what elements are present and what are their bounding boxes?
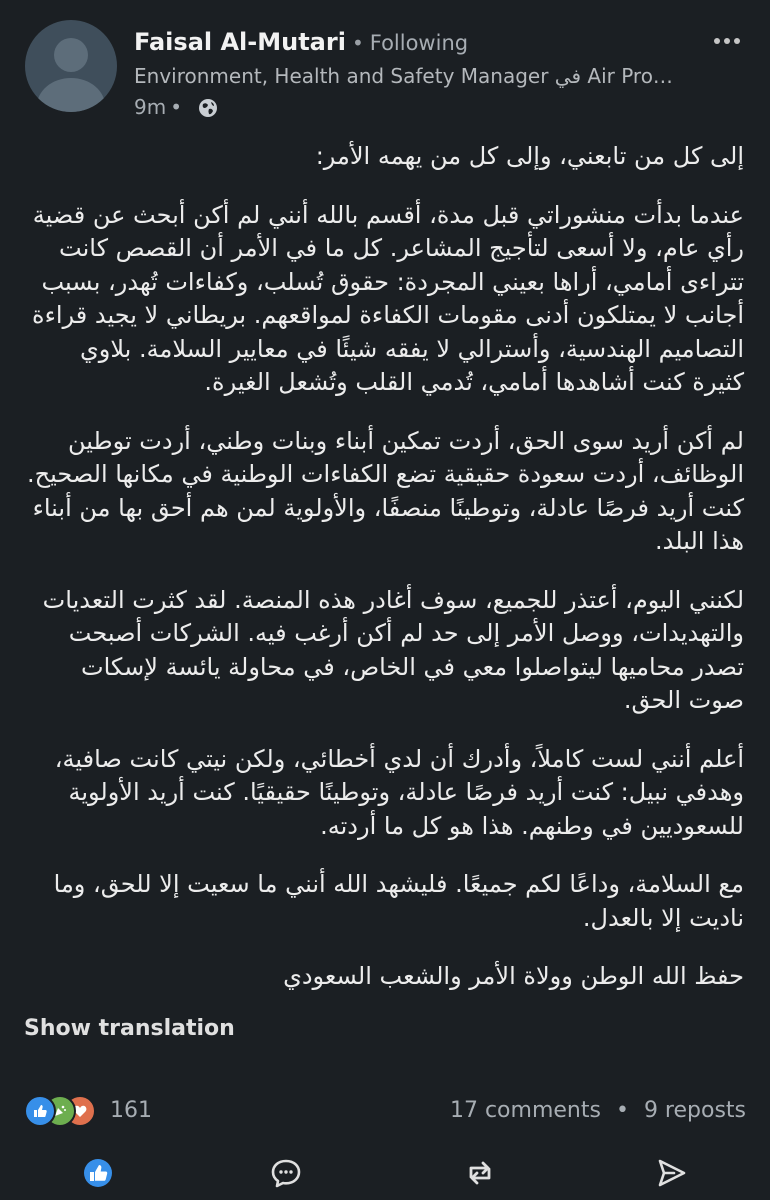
more-options-icon[interactable]: [712, 30, 748, 54]
post-meta: [134, 95, 218, 119]
avatar[interactable]: [25, 20, 117, 112]
author-name[interactable]: Faisal Al-Mutari: [134, 28, 346, 56]
globe-icon: [198, 98, 218, 118]
post-paragraph: عندما بدأت منشوراتي قبل مدة، أقسم بالله أنني لم أكن أبحث عن قضية رأي عام، ولا أسعى لتأجيج المشاعر. كل ما في الأمر أن القصص كانت تتراءى أمامي، أراها بعيني المجردة: حقوق تُسلب، وكفاءات تُهدر، بسبب أجانب لا يمتلكون أدنى مقومات الكفاءة لمواقعهم. بريطاني لا يجيد قراءة التصاميم الهندسية، وأسترالي لا يفقه شيئًا في معايير السلامة. بلاوي كثيرة كنت أشاهدها أمامي، تُدمي القلب وتُشعل الغيرة.: [32, 200, 744, 396]
like-button[interactable]: [80, 1155, 116, 1191]
post-paragraph: لكنني اليوم، أعتذر للجميع، سوف أغادر هذه المنصة. لقد كثرت التعديات والتهديدات، ووصل الأمر إلى حد لم أكن أرغب فيه. الشركات أصبحت تصدر محاميها ليتواصلوا معي في الخاص، في محاولة يائسة لإسكات صوت الحق.: [42, 585, 744, 714]
comment-icon: [270, 1157, 302, 1189]
post-paragraph: مع السلامة، وداعًا لكم جميعًا. فليشهد الله أنني ما سعيت إلا للحق، وما ناديت إلا بالعدل.: [53, 870, 744, 932]
engagement-stats: [450, 1098, 746, 1123]
like-icon: [83, 1158, 113, 1188]
post-paragraph: أعلم أنني لست كاملاً، وأدرك أن لدي أخطائي، ولكن نيتي كانت صافية، وهدفي نبيل: كنت أريد فرصًا عادلة، وتوطينًا حقيقيًا. كنت أريد الأولوية للسعوديين في وطنهم. هذا هو كل ما أردته.: [54, 744, 744, 840]
show-translation-link[interactable]: Show translation: [24, 1016, 235, 1041]
like-icon: [24, 1095, 56, 1127]
post-paragraph: لم أكن أريد سوى الحق، أردت تمكين أبناء وبنات وطني، أردت توطين الوظائف، أردت سعودة حقيقية تضع الكفاءات الوطنية في مكانها الصحيح. كنت أريد فرصًا عادلة، وتوطينًا منصفًا، والأولوية لمن هم أحق بها من أبناء هذا البلد.: [26, 426, 744, 555]
post-text: [22, 140, 744, 1019]
action-bar: [0, 1143, 770, 1200]
comment-button[interactable]: [268, 1155, 304, 1191]
name-separator: •: [351, 31, 364, 55]
post-time: 9m: [134, 95, 167, 119]
repost-icon: [464, 1157, 496, 1189]
repost-button[interactable]: [462, 1155, 498, 1191]
comments-count[interactable]: 17 comments: [449, 1098, 601, 1123]
author-row: [134, 28, 468, 56]
meta-separator: •: [170, 95, 183, 119]
follow-status[interactable]: Following: [369, 31, 469, 55]
reaction-count[interactable]: 161: [110, 1098, 152, 1123]
reposts-count[interactable]: 9 reposts: [643, 1098, 746, 1123]
post-header: [0, 0, 770, 140]
stats-separator: •: [615, 1098, 629, 1123]
send-icon: [656, 1157, 688, 1189]
post-paragraph: إلى كل من تابعني، وإلى كل من يهمه الأمر:: [315, 142, 744, 170]
reactions-summary[interactable]: [24, 1095, 104, 1127]
author-headline: Environment, Health and Safety Manager في Air Pro…: [134, 64, 673, 88]
post-paragraph: حفظ الله الوطن وولاة الأمر والشعب السعودي: [283, 962, 744, 990]
social-counts: [24, 1095, 746, 1129]
send-button[interactable]: [654, 1155, 690, 1191]
